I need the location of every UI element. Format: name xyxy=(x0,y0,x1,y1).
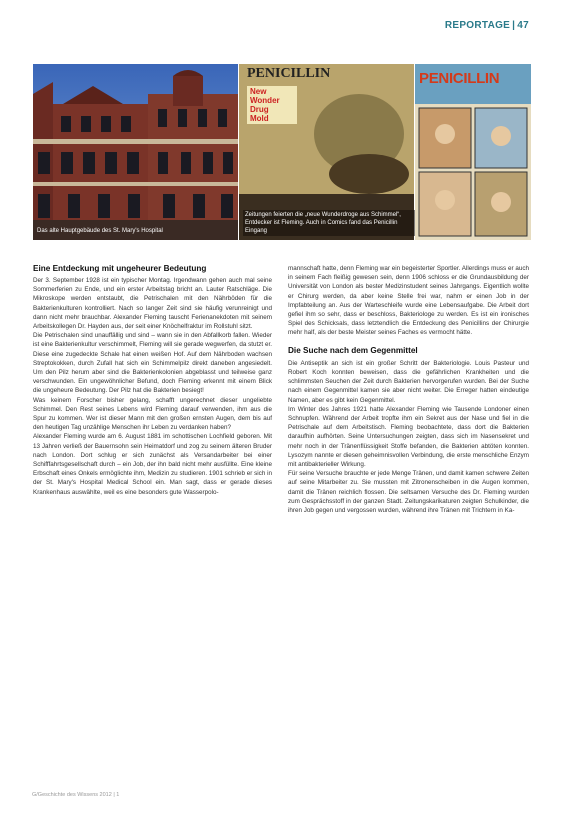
building-illustration xyxy=(33,64,238,240)
article-column-1 xyxy=(33,276,272,497)
article-column-2 xyxy=(288,264,529,515)
hospital-building-photo xyxy=(33,64,238,240)
col2-paragraph-3: Im Winter des Jahres 1921 hatte Alexander Fleming wie Tausende Londoner einen Schnupfen. Während der Arbeit tropfte ihm ein Sekret aus der Nase und fiel in die Petrischale auf dem Arbeitstisch. Fleming beobachtete, dass dort die Bakterien daraufhin aufhörten. Seine Untersuchungen zeigten, dass sich im Nasensekret und mehr noch in der Tränenflüssigkeit Stoffe befanden, die Bakterien abtöten konnten. Lysozym nannte er diesen geheimnisvollen Verbindung, die erste menschliche Enzym mit antibakterieller Wirkung. xyxy=(288,405,529,469)
col1-paragraph-3: Was keinem Forscher bisher gelang, schafft ungerechnet dieser ungeliebte Schimmel. Den Rest seines Lebens wird Fleming darauf verwenden, ihm aus die Spur zu kommen. Wer ist dieser Mann mit den großen ernsten Augen, dem bis auf den heutigen Tag unzählige Menschen ihr Leben zu verdanken haben? xyxy=(33,396,272,432)
section1-title: Eine Entdeckung mit ungeheurer Bedeutung xyxy=(33,264,207,273)
section-label: REPORTAGE xyxy=(444,20,511,31)
col1-paragraph-2: Die Petrischalen sind unauffällig und sind – wann sie in den Abfallkorb fallen. Wieder ist eine Bakterienkultur verschimmelt, Fleming will sie gerade wegwerfen, da stutzt er. Diese eine zugedeckte Schale hat einen weißen Hof. Auf dem Nährboden wachsen Streptokokken, durch Zufall hat sich ein Schimmelpilz direkt daneben angesiedelt. Um den Pilz herum aber sind die Bakterienkolonien abgeblasst und teilweise ganz verschwunden. Ein ungewöhnlicher Befund, doch Fleming erkennt mit einem Blick die ungeheure Bedeutung. Der Pilz hat die Bakterien besiegt! xyxy=(33,332,272,395)
building-caption: Das alte Hauptgebäude des St. Mary's Hospital xyxy=(37,228,163,234)
section2-title: Die Suche nach dem Gegenmittel xyxy=(288,345,418,355)
comics-caption: Zeitungen feierten die „neue Wunderdroge aus Schimmel“, Entdecker ist Fleming. Auch in Comics fand das Penicillin Eingang xyxy=(243,210,415,236)
poster-right-title: PENICILLIN xyxy=(419,70,500,87)
col2-paragraph-2: Die Antiseptik an sich ist ein großer Schritt der Bakteriologie. Louis Pasteur und Robert Koch konnten beweisen, dass die gefährlichen Krankheiten und die schlimmsten Seuchen der Zeit durch Bakterien hervorgerufen wurden. Bei der Suche nach einem Gegenmittel kamen sie aber nicht weiter. Die Erreger hatten eindeutige Namen, aber es gibt kein Gegenmittel. xyxy=(288,359,529,404)
running-header: REPORTAGE | 47 xyxy=(444,20,529,31)
comic-illustration xyxy=(415,64,531,240)
poster-subtitle-2: Wonder Drug xyxy=(250,96,280,114)
page-number: 47 xyxy=(517,20,529,31)
poster-subtitle-3: Mold xyxy=(250,114,269,123)
col1-paragraph-4: Alexander Fleming wurde am 6. August 1881 im schottischen Lochfield geboren. Mit 13 Jahren verließ der Bauernsohn sein Heimatdorf und zog zu seinem älteren Bruder nach London. Dort schlug er sich zunächst als Versandarbeiter bei einer Schifffahrtsgesellschaft durch – ein Job, der ihn bald nicht mehr ausfüllte. Eine kleine Erbschaft eines Onkels ermöglichte ihm, Medizin zu studieren. 1901 schrieb er sich in der St. Mary's Hospital Medical School ein. Man sagt, dass er gerade dieses Krankenhaus auswählte, weil es eine besonders gute Wasserpolo- xyxy=(33,433,272,496)
col1-paragraph-1: Der 3. September 1928 ist ein typischer Montag. Irgendwann gehen auch mal seine Sommerferien zu Ende, und ein erster Arbeitstag bricht an. Lauter Ratschläge. Die Mikroskope werden entstaubt, die Petrischalen mit den Nährböden für die Bakterienkulturen kontrolliert. Nach so langer Zeit sind sie häufig verunreinigt und dann nicht mehr brauchbar. Alexander Fleming tauscht Ferienanekdoten mit seinem Arbeitskollegen Dr. Hayden aus, der seit einer Knöchelfraktur im Rollstuhl sitzt. xyxy=(33,277,272,331)
page-footer: G/Geschichte des Wissens 2012 | 1 xyxy=(32,792,120,798)
col2-paragraph-1: mannschaft hatte, denn Fleming war ein begeisterter Sportler. Allerdings muss er auch in seinem Fach fleißig gewesen sein, denn 1906 schloss er die Grundausbildung der Universität von London als bester Medizinstudent seines Jahrgangs. Eigentlich wollte er Chirurg werden, da aber keine Stelle frei war, nahm er einen Job in der Impfabteilung an. Aus der Warteschleife wurde eine Lebensaufgabe. Die Arbeit dort gefiel ihm so sehr, dass er beschloss, Bakteriologe zu werden. Es ist ein ironisches Spiel des Schicksals, dass letztendlich die Entdeckung des Penicillins der Chirurgie mehr half, als der beste Meister seines Faches es vermocht hätte. xyxy=(288,265,529,337)
col2-paragraph-4: Für seine Versuche brauchte er jede Menge Tränen, und damit kamen schwere Zeiten auf seine Mitarbeiter zu. Sie mussten mit Zitronenscheiben in die Augen kommen, damit die Tränen reichlich flossen. Die seltsamen Versuche des Dr. Fleming wurden zum Gesprächsstoff in der ganzen Stadt. Zeitungskarikaturen zeigten Schulkinder, die ihren Job gegen und vergossen wurden, während ihre Tränen mit Trichtern in Ka- xyxy=(288,470,529,515)
poster-subtitle-1: New xyxy=(250,87,267,96)
comic-poster-photo xyxy=(415,64,531,240)
poster-subtitle-box xyxy=(247,86,297,124)
poster-left-title: PENICILLIN xyxy=(247,66,331,81)
